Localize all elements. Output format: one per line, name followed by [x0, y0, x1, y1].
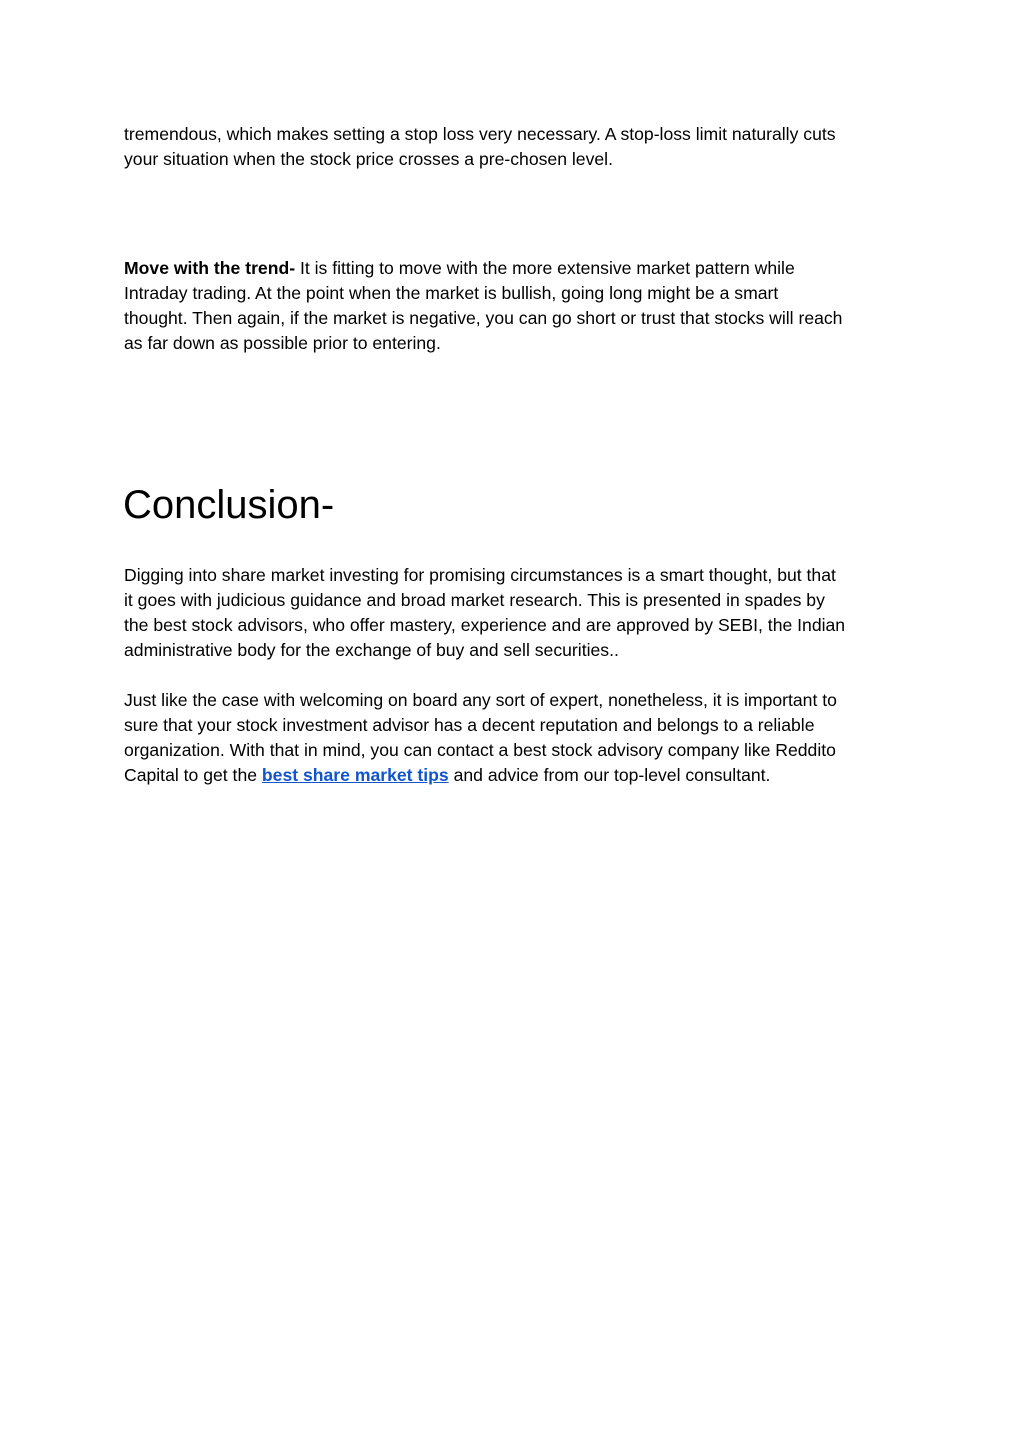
text-line: organization. With that in mind, you can contact a best stock advisory company like Reddito	[124, 740, 836, 760]
section-heading-conclusion: Conclusion-	[123, 483, 335, 527]
text-line: your situation when the stock price crosses a pre-chosen level.	[124, 149, 613, 169]
text-span: It is fitting to move with the more extensive market pattern while	[295, 258, 795, 278]
paragraph-stop-loss	[124, 122, 904, 172]
text-line: Digging into share market investing for promising circumstances is a smart thought, but that	[124, 565, 836, 585]
text-line: thought. Then again, if the market is negative, you can go short or trust that stocks will reach	[124, 308, 843, 328]
text-line	[124, 256, 904, 281]
text-line: administrative body for the exchange of buy and sell securities..	[124, 640, 619, 660]
best-share-market-tips-link[interactable]: best share market tips	[261, 765, 449, 785]
paragraph-conclusion-intro	[124, 563, 904, 663]
text-span: Capital to get the	[124, 765, 262, 785]
text-span: and advice from our top-level consultant.	[448, 765, 771, 785]
text-line: it goes with judicious guidance and broad market research. This is presented in spades by	[124, 590, 825, 610]
paragraph-advisor-advice	[124, 688, 904, 788]
text-line: as far down as possible prior to entering.	[124, 333, 441, 353]
text-line	[124, 763, 904, 788]
text-line: Just like the case with welcoming on board any sort of expert, nonetheless, it is important to	[124, 690, 837, 710]
bold-lead-in: Move with the trend-	[124, 258, 296, 278]
paragraph-move-with-trend	[124, 256, 904, 356]
text-line: sure that your stock investment advisor has a decent reputation and belongs to a reliable	[124, 715, 815, 735]
text-line: the best stock advisors, who offer mastery, experience and are approved by SEBI, the Indian	[124, 615, 846, 635]
text-line: Intraday trading. At the point when the market is bullish, going long might be a smart	[124, 283, 779, 303]
text-line: tremendous, which makes setting a stop loss very necessary. A stop-loss limit naturally cuts	[124, 124, 836, 144]
